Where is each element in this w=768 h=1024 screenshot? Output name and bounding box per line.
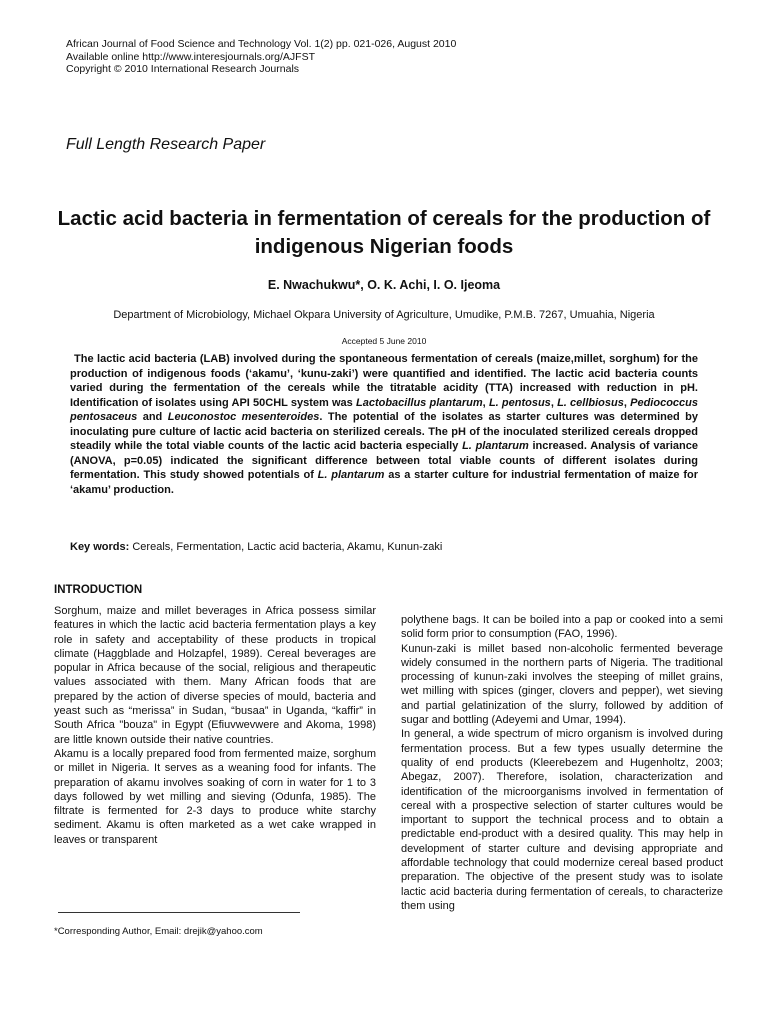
footnote-divider <box>58 912 300 913</box>
abstract-paragraph <box>70 352 698 497</box>
species-name: L. plantarum <box>317 469 385 481</box>
accepted-date: Accepted 5 June 2010 <box>341 336 427 346</box>
keywords <box>70 541 442 553</box>
journal-citation: African Journal of Food Science and Technology Vol. 1(2) pp. 021-026, August 2010 <box>66 38 457 50</box>
journal-copyright: Copyright © 2010 International Research Journals <box>66 63 300 75</box>
journal-header <box>66 38 456 76</box>
abstract <box>70 352 698 497</box>
paper-title: Lactic acid bacteria in fermentation of cereals for the production of indigenous Nigerian foods <box>57 207 711 258</box>
abstract-text: , <box>623 396 631 409</box>
body-column-left <box>54 604 376 847</box>
keywords-text: Cereals, Fermentation, Lactic acid bacteria, Akamu, Kunun-zaki <box>129 541 443 553</box>
corresponding-author-footnote: *Corresponding Author, Email: drejik@yahoo.com <box>54 926 263 937</box>
abstract-text: as a starter culture for industrial fermentation of maize for ‘akamu’ production. <box>70 469 698 496</box>
species-name: L. plantarum <box>462 440 529 452</box>
author-affiliation: Department of Microbiology, Michael Okpara University of Agriculture, Umudike, P.M.B. 7267, Umuahia, Nigeria <box>113 309 655 321</box>
abstract-text: , <box>482 396 489 409</box>
abstract-text: . The potential of the isolates as starter cultures was determined by inoculating pure culture of lactic acid bacteria on sterilized cereals. The pH of the inoculated sterilized cereals dropped steadily while the total viable counts of the lactic acid bacteria especially <box>70 411 698 452</box>
abstract-text: The lactic acid bacteria (LAB) involved during the spontaneous fermentation of cereals (maize,millet, sorghum) for the production of indigenous foods (‘akamu’, ‘kunu-zaki’) were quantified and identified. The lactic acid bacteria counts varied during the fermentation of the cereals while the titratable acidity (TTA) increased with reduction in pH. Identification of isolates using API 50CHL system was <box>70 353 698 409</box>
body-paragraph: In general, a wide spectrum of micro organism is involved during fermentation process. But a few types usually determine the quality of end products (Kleerebezem and Hugenholtz, 2003; Abegaz, 2007). Therefore, isolation, characterization and identification of the microorganisms involved in fermentation of cereal with a prospective selection of starter cultures would be important to support the technical process and to obtain a predictable end-product with a desired quality. This may help in development of starter culture and devising appropriate and affordable technology that could modernize cereal based product preparation. The objective of the present study was to isolate lactic acid bacteria during fermentation of cereals, to characterize them using <box>401 728 723 912</box>
species-name: Pediococcus pentosaceus <box>70 396 698 423</box>
body-paragraph: Akamu is a locally prepared food from fermented maize, sorghum or millet in Nigeria. It serves as a weaning food for infants. The preparation of akamu involves soaking of corn in water for 1 to 3 days followed by wet milling and sieving (Odunfa, 1985). The filtrate is fermented for 2-3 days to produce white starchy sediment. Akamu is often marketed as a wet cake wrapped in leaves or transparent <box>54 747 376 846</box>
abstract-text: and <box>137 411 168 423</box>
body-paragraph: Kunun-zaki is millet based non-alcoholic fermented beverage widely consumed in the northern parts of Nigeria. The traditional processing of kunun-zaki involves the steeping of millet grains, wet milling with spices (ginger, clovers and pepper), wet sieving and partial gelatinization of the slurry, followed by addition of sugar and bottling (Adeyemi and Umar, 1994). <box>401 642 723 727</box>
paper-authors: E. Nwachukwu*, O. K. Achi, I. O. Ijeoma <box>267 278 501 292</box>
abstract-text: increased. Analysis of variance (ANOVA, p=0.05) indicated the significant difference between total viable counts of different isolates during fermentation. This study showed potentials of <box>70 440 698 481</box>
species-name: L. cellbiosus <box>557 396 624 409</box>
body-paragraph: Sorghum, maize and millet beverages in Africa possess similar features in which the lactic acid bacteria fermentation plays a key role in safety and acceptability of these products in tropical climate (Haggblade and Holzapfel, 1989). Cereal beverages are popular in Africa because of the social, religious and therapeutic values associated with them. Many African foods that are prepared by the action of diverse species of mould, bacteria and yeast such as “merissa” in Sudan, “busaa” in Uganda, “kaffir” in South Africa "bouza" in Egypt (Efiuvwevwere and Akoma, 1998) are little known outside their native countries. <box>54 605 376 746</box>
paper-type: Full Length Research Paper <box>66 136 266 153</box>
abstract-text: , <box>550 396 558 409</box>
species-name: Leuconostoc mesenteroides <box>167 411 320 423</box>
species-name: Lactobacillus plantarum <box>356 396 483 409</box>
journal-online-url: Available online http://www.interesjournals.org/AJFST <box>66 50 316 63</box>
body-paragraph: polythene bags. It can be boiled into a pap or cooked into a semi solid form prior to consumption (FAO, 1996). <box>401 614 723 641</box>
keywords-label: Key words: <box>70 541 130 553</box>
body-column-right <box>401 613 723 913</box>
section-heading-introduction: INTRODUCTION <box>54 584 143 596</box>
species-name: L. pentosus <box>488 396 551 409</box>
